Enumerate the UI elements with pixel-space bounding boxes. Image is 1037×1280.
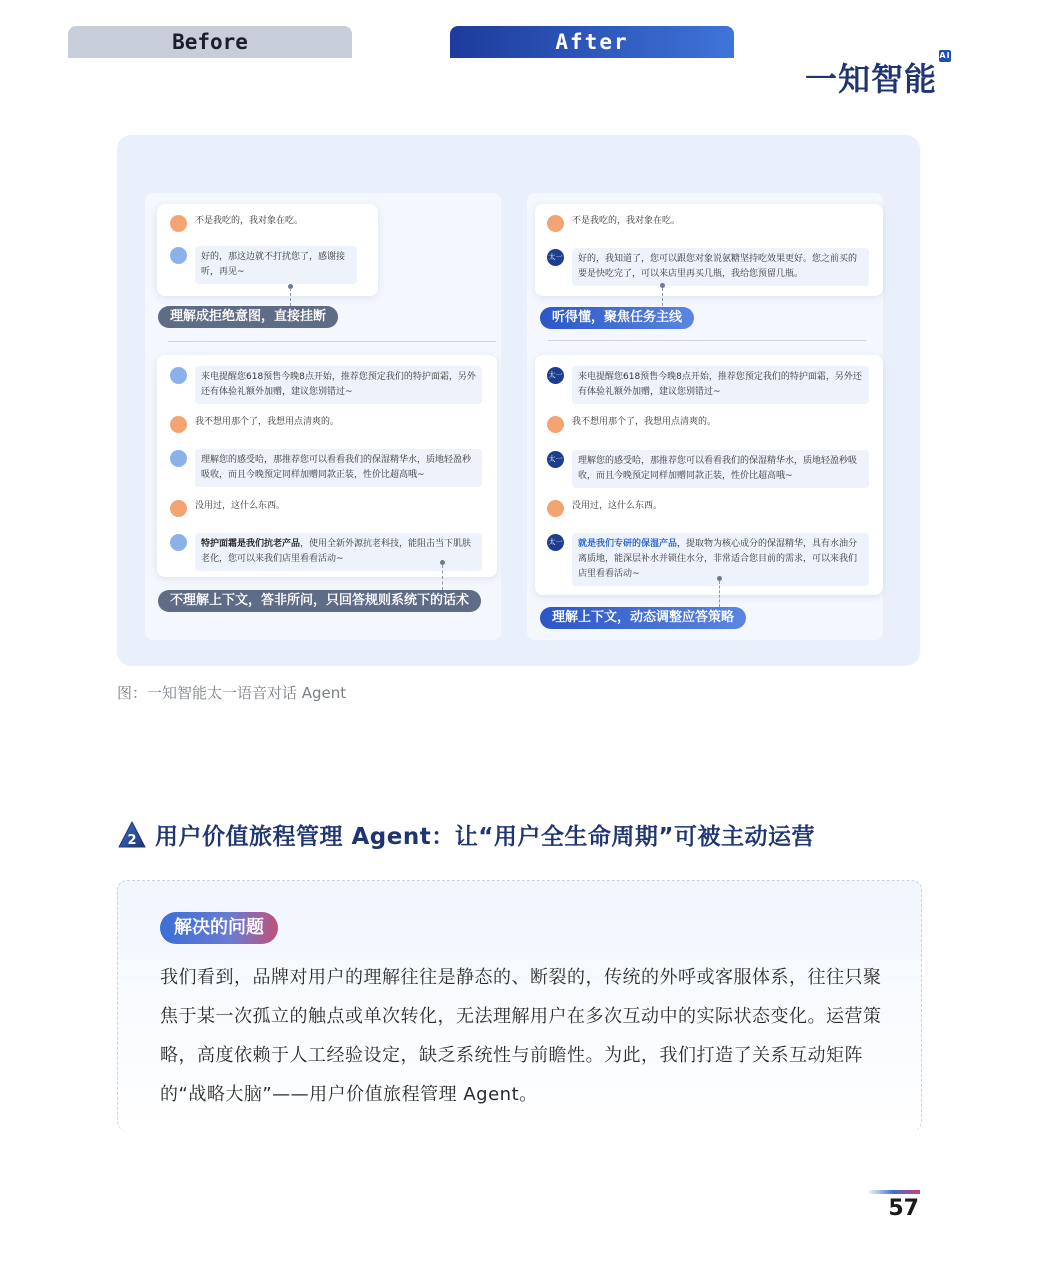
taiyi-avatar-icon: 太一 bbox=[547, 451, 564, 468]
chat-message bbox=[170, 415, 490, 433]
message-text: 来电提醒您618预售今晚8点开始，推荐您预定我们的特护面霜，另外还有体验礼额外加赠，建议您别错过~ bbox=[572, 366, 869, 404]
brand-name: 一知智能 bbox=[804, 60, 937, 98]
tab-after: After bbox=[450, 26, 734, 58]
divider bbox=[168, 341, 496, 342]
bot-avatar-icon bbox=[170, 367, 187, 384]
message-text: 好的，我知道了，您可以跟您对象说氨糖坚持吃效果更好。您之前买的要是快吃完了，可以来店里再买几瓶，我给您预留几瓶。 bbox=[572, 248, 869, 286]
section-number-icon bbox=[117, 820, 147, 850]
chat-message bbox=[170, 499, 490, 517]
after-result-pill-1: 听得懂，聚焦任务主线 bbox=[540, 307, 694, 329]
message-text: 我不想用那个了，我想用点清爽的。 bbox=[572, 417, 717, 427]
bold-text: 特护面霜是我们抗老产品 bbox=[201, 539, 301, 549]
chat-message bbox=[547, 366, 877, 404]
problem-tag: 解决的问题 bbox=[160, 912, 278, 944]
taiyi-avatar-icon: 太一 bbox=[547, 249, 564, 266]
connector-line bbox=[662, 288, 664, 306]
chat-message bbox=[547, 214, 877, 232]
section-heading bbox=[117, 818, 815, 851]
connector-line bbox=[442, 565, 444, 590]
message-text: 没用过，这什么东西。 bbox=[572, 501, 663, 511]
connector-line bbox=[290, 288, 292, 306]
user-avatar-icon bbox=[547, 500, 564, 517]
message-text: 不是我吃的，我对象在吃。 bbox=[195, 216, 304, 226]
chat-message bbox=[547, 248, 877, 286]
chat-message bbox=[170, 366, 490, 404]
user-avatar-icon bbox=[547, 416, 564, 433]
message-text: 没用过，这什么东西。 bbox=[195, 501, 286, 511]
chat-message bbox=[547, 450, 877, 488]
bot-avatar-icon bbox=[170, 534, 187, 551]
message-text: 理解您的感受哈，那推荐您可以看看我们的保湿精华水，质地轻盈秒吸收，而且今晚预定同样加赠同款正装，性价比超高哦~ bbox=[195, 449, 482, 487]
chat-message bbox=[547, 533, 877, 586]
brand-logo bbox=[804, 51, 951, 100]
before-result-pill-1: 理解成拒绝意图，直接挂断 bbox=[158, 306, 338, 328]
highlight-text: 就是我们专研的保湿产品 bbox=[578, 539, 678, 549]
brand-mark-icon: AI bbox=[939, 51, 951, 60]
chat-message bbox=[547, 415, 877, 433]
user-avatar-icon bbox=[170, 416, 187, 433]
message-text: 不是我吃的，我对象在吃。 bbox=[572, 216, 681, 226]
bot-avatar-icon bbox=[170, 247, 187, 264]
divider bbox=[548, 340, 866, 341]
figure-caption: 图：一知智能太一语音对话 Agent bbox=[117, 684, 347, 702]
chat-message bbox=[170, 214, 370, 232]
chat-message bbox=[170, 449, 490, 487]
message-rest: ，提取物为核心成分的保湿精华，具有水油分离质地，能深层补水并锁住水分，非常适合您目前的需求，可以来我们店里看看活动~ bbox=[578, 539, 858, 579]
page-number-bar bbox=[867, 1190, 920, 1194]
message-text: 来电提醒您618预售今晚8点开始，推荐您预定我们的特护面霜，另外还有体验礼额外加赠，建议您别错过~ bbox=[195, 366, 482, 404]
section-title: 用户价值旅程管理 Agent：让“用户全生命周期”可被主动运营 bbox=[155, 824, 815, 850]
message-text: 好的，那这边就不打扰您了，感谢接听，再见~ bbox=[195, 246, 357, 284]
taiyi-avatar-icon: 太一 bbox=[547, 534, 564, 551]
before-result-pill-2: 不理解上下文，答非所问，只回答规则系统下的话术 bbox=[158, 590, 481, 612]
user-avatar-icon bbox=[547, 215, 564, 232]
message-text: 理解您的感受哈，那推荐您可以看看我们的保湿精华水，质地轻盈秒吸收，而且今晚预定同样加赠同款正装，性价比超高哦~ bbox=[572, 450, 869, 488]
user-avatar-icon bbox=[170, 215, 187, 232]
section-number: 2 bbox=[127, 832, 137, 848]
message-rest: ，使用全新外源抗老科技，能阻击当下肌肤老化，您可以来我们店里看看活动~ bbox=[201, 539, 472, 564]
bot-avatar-icon bbox=[170, 450, 187, 467]
page-number: 57 bbox=[888, 1196, 919, 1221]
taiyi-avatar-icon: 太一 bbox=[547, 367, 564, 384]
tab-before: Before bbox=[68, 26, 352, 58]
problem-paragraph: 我们看到，品牌对用户的理解往往是静态的、断裂的，传统的外呼或客服体系，往往只聚焦于某一次孤立的触点或单次转化，无法理解用户在多次互动中的实际状态变化。运营策略，高度依赖于人工经验设定，缺乏系统性与前瞻性。为此，我们打造了关系互动矩阵的“战略大脑”——用户价值旅程管理 Agent。 bbox=[160, 967, 882, 1105]
chat-message bbox=[170, 246, 370, 284]
message-text bbox=[195, 533, 482, 571]
message-text: 我不想用那个了，我想用点清爽的。 bbox=[195, 417, 340, 427]
after-result-pill-2: 理解上下文，动态调整应答策略 bbox=[540, 607, 746, 629]
user-avatar-icon bbox=[170, 500, 187, 517]
connector-line bbox=[719, 581, 721, 607]
chat-message bbox=[547, 499, 877, 517]
